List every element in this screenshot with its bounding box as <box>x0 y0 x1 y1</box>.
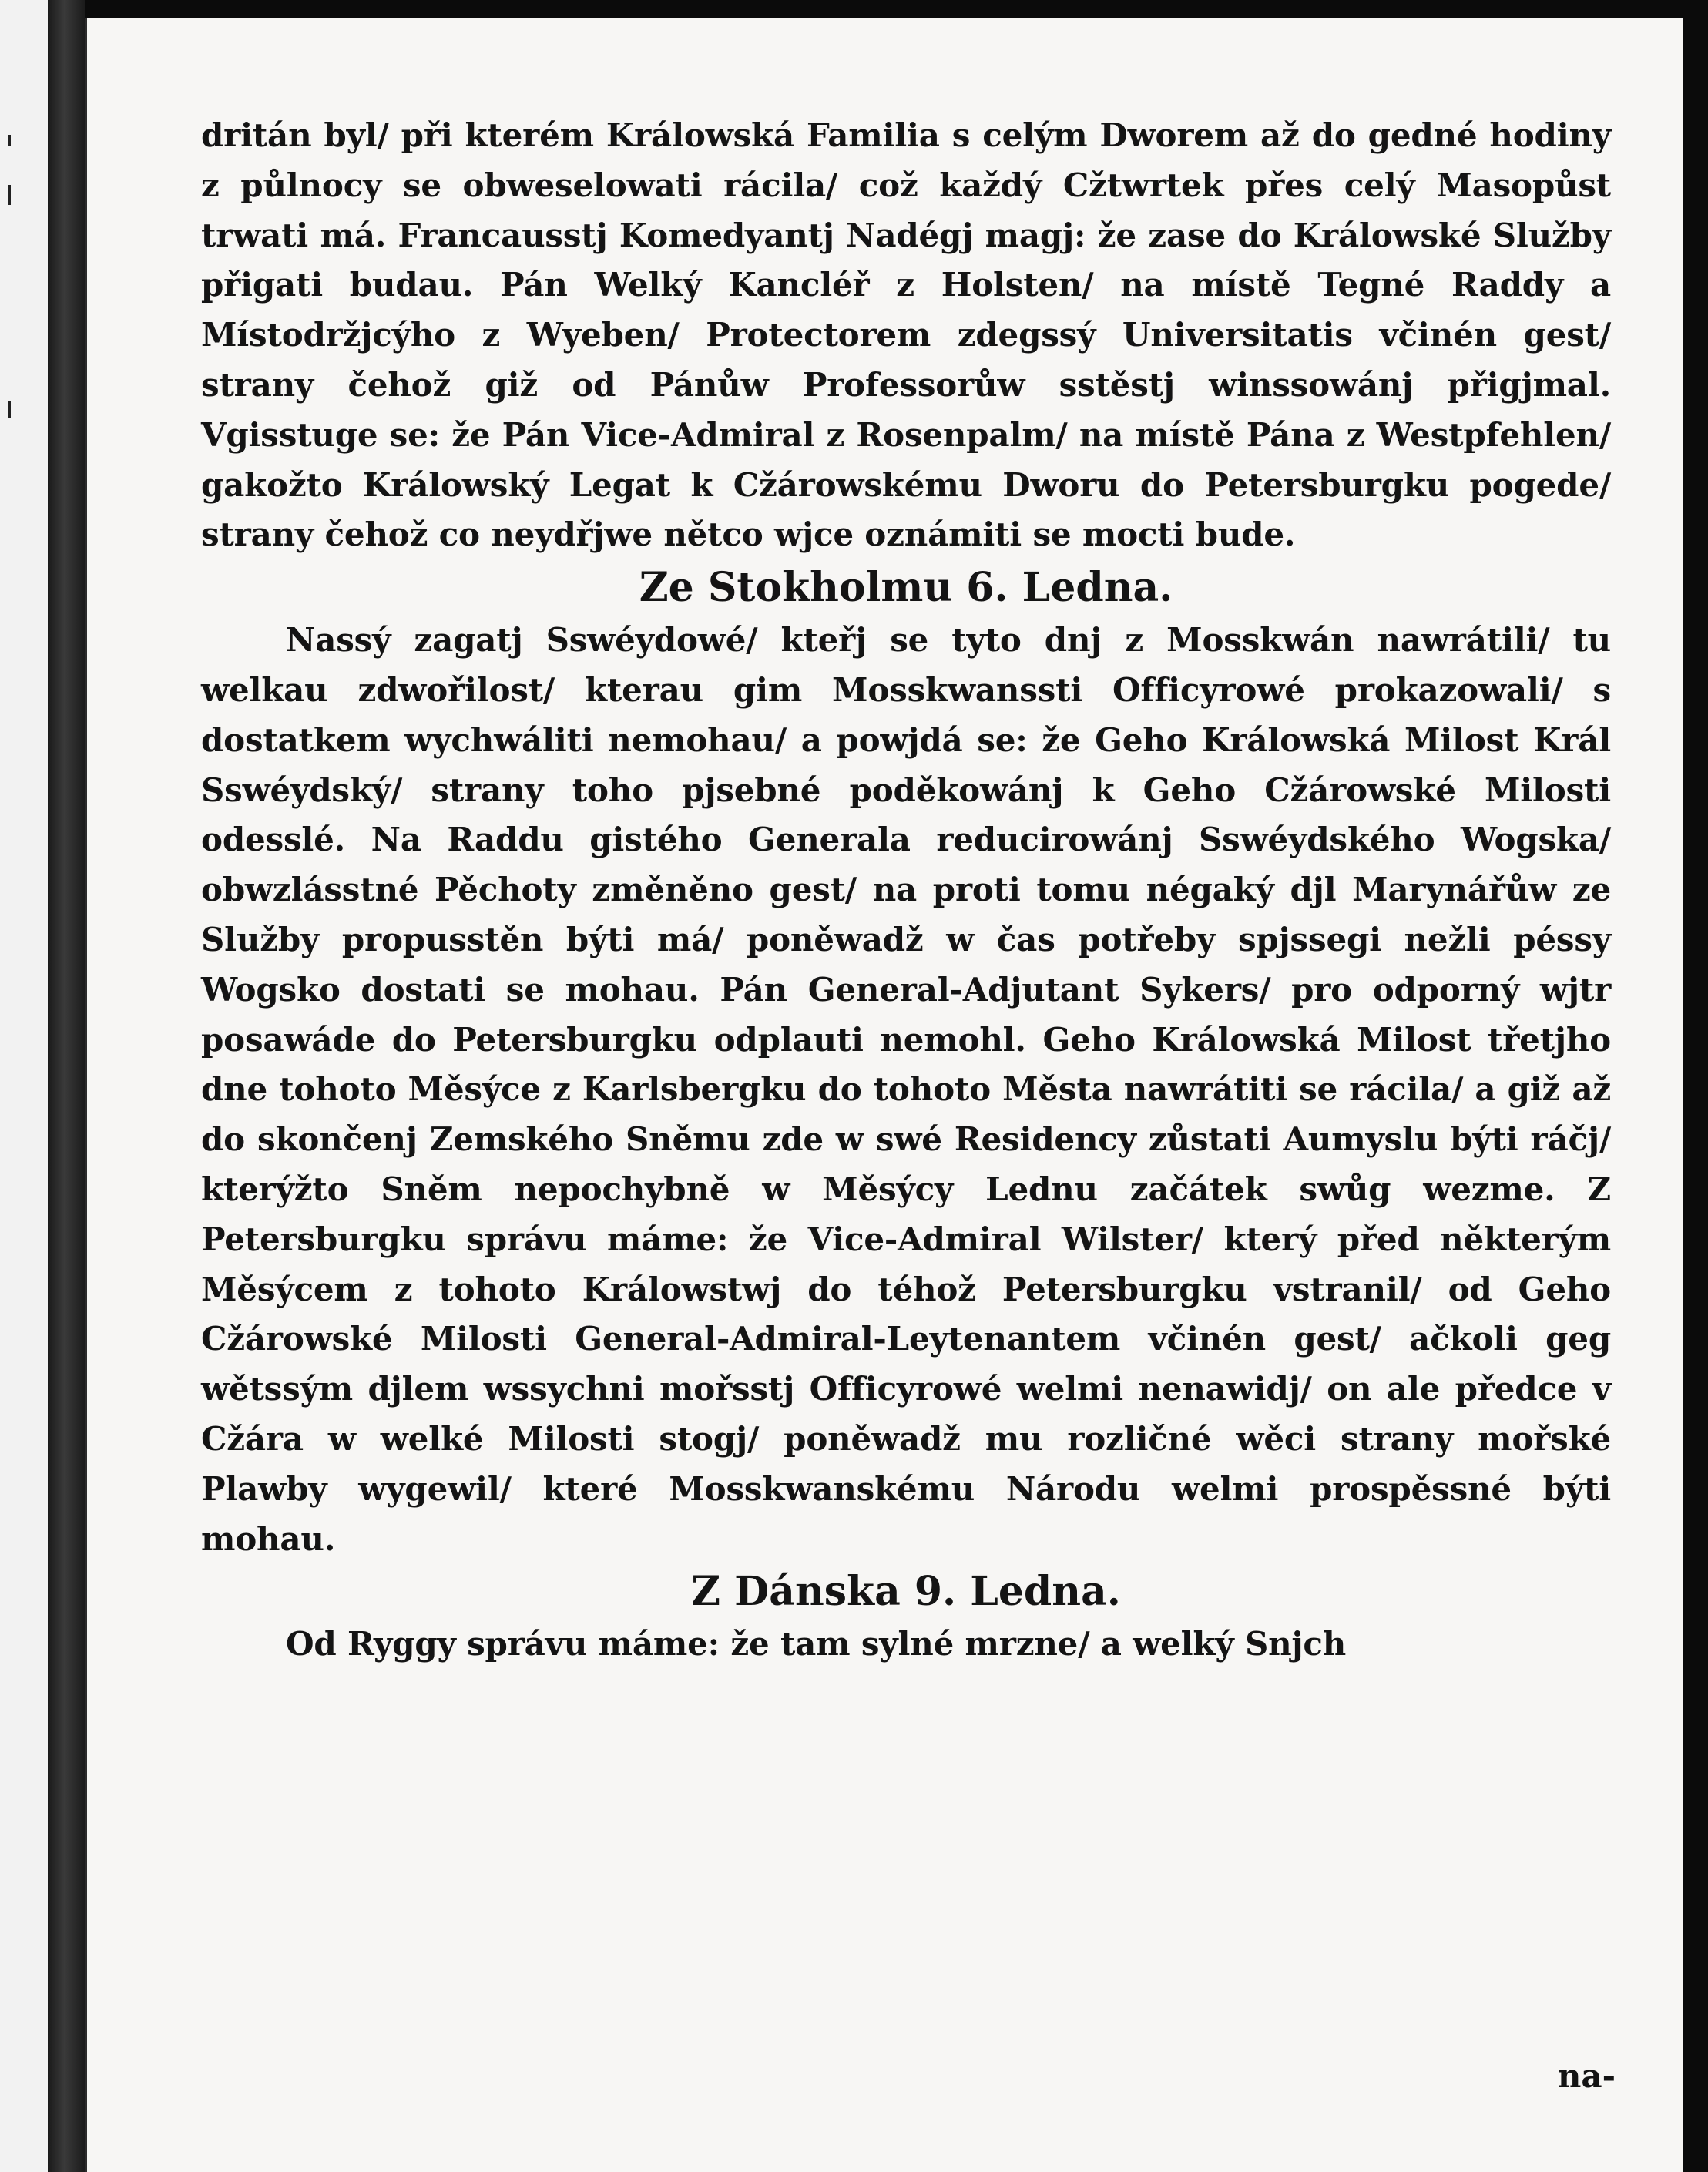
book-page <box>85 18 1683 2172</box>
page-text <box>201 111 1611 1670</box>
paragraph-stockholm: Nassý zagatj Sswéydowé/ kteřj se tyto dnj z Mosskwán nawrátili/ tu welkau zdwořilost/ kterau gim Mosskwanssti Officyrowé prokazowali/ s dostatkem wychwáliti nemohau/ a powjdá se: že Geho Králowská Milost Král Sswéydský/ strany toho pjsebné poděkowánj k Geho Cžárowské Milosti odesslé. Na Raddu gistého Generala reducirowánj Sswéydského Wogska/ obwzlásstné Pěchoty změněno gest/ na proti tomu négaký djl Marynářůw ze Služby propusstěn býti má/ poněwadž w čas potřeby spjssegi nežli péssy Wogsko dostati se mohau. Pán General-Adjutant Sykers/ pro odporný wjtr posawáde do Petersburgku odplauti nemohl. Geho Králowská Milost třetjho dne tohoto Měsýce z Karlsbergku do tohoto Města nawrátiti se rácila/ a giž až do skončenj Zemského Sněmu zde w swé Residency zůstati Aumyslu býti ráčj/ kterýžto Sněm nepochybně w Měsýcy Lednu začátek swůg wezme. Z Petersburgku správu máme: že Vice-Admiral Wilster/ který před některým Měsýcem z tohoto Králowstwj do téhož Petersburgku vstranil/ od Geho Cžárowské Milosti General-Admiral-Leytenantem včinén gest/ ačkoli geg wětssým djlem wssychni mořsstj Officyrowé welmi nenawidj/ on ale předce v Cžára w welké Milosti stogj/ poněwadž mu rozličné wěci strany mořské Plawby wygewil/ které Mosskwanskému Národu welmi prospěssné býti mohau. <box>201 621 1611 1558</box>
strip-mark <box>8 135 11 146</box>
strip-mark <box>8 401 11 418</box>
strip-mark <box>8 185 11 205</box>
section-heading-stockholm: Ze Stokholmu 6. Ledna. <box>639 564 1173 612</box>
book-gutter <box>48 0 85 2172</box>
section-heading-denmark: Z Dánska 9. Ledna. <box>691 1568 1121 1616</box>
adjacent-page-strip <box>0 0 48 2172</box>
paragraph-denmark: Od Ryggy správu máme: že tam sylné mrzne/ a welký Snjch <box>286 1625 1347 1663</box>
paragraph-opening: dritán byl/ při kterém Králowská Familia s celým Dworem až do gedné hodiny z půlnocy se obweselowati rácila/ což každý Cžtwrtek přes celý Masopůst trwati má. Francausstj Komedyantj Nadégj magj: že zase do Králowské Služby přigati budau. Pán Welký Kancléř z Holsten/ na místě Tegné Raddy a Místodržjcýho z Wyeben/ Protectorem zdegssý Universitatis včinén gest/ strany čehož giž od Pánůw Professorůw sstěstj winssowánj přigjmal. Vgisstuge se: že Pán Vice-Admiral z Rosenpalm/ na místě Pána z Westpfehlen/ gakožto Králowský Legat k Cžárowskému Dworu do Petersburgku pogede/ strany čehož co neydřjwe nětco wjce oznámiti se mocti bude. <box>201 116 1611 554</box>
catchword: na- <box>1557 2057 1616 2095</box>
